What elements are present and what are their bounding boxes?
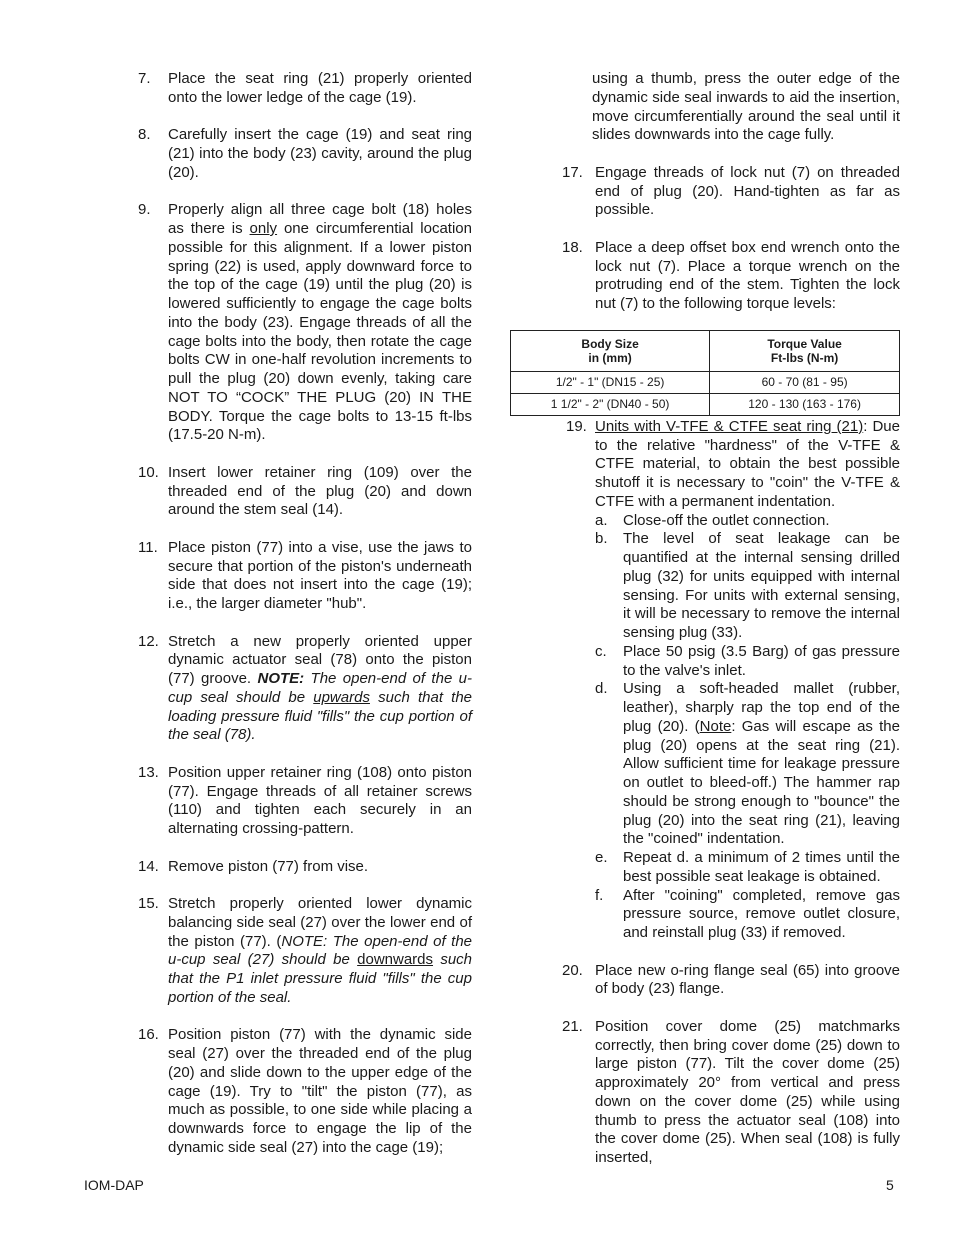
left-column xyxy=(138,70,472,1176)
step-number: 13. xyxy=(138,763,159,781)
step-17 xyxy=(510,164,900,220)
step-18 xyxy=(510,239,900,314)
table-cell: 60 - 70 (81 - 95) xyxy=(710,371,900,393)
table-row xyxy=(511,393,900,415)
step-text-cont: one circumferential location possible for this alignment. If a lower piston spring (22) is used, apply downward force to the top of the cage (19) until the plug (20) is lowered sufficiently to engage the cage bolts into the body (23). Engage threads of all the cage bolts into the body, then rotate the cage bolts CW in one-half revolution increments to pull the plug (20) down evenly, taking care NOT TO “COCK” THE PLUG (20) IN THE BODY. Torque the cage bolts to 13-15 ft-lbs (17.5-20 N-m). xyxy=(168,220,472,444)
step-13 xyxy=(138,764,472,839)
step-number: 20. xyxy=(562,961,583,979)
note-text: NOTE: The open-end of the u-cup seal (27) should be xyxy=(168,932,473,969)
step-16-continuation: using a thumb, press the outer edge of the dynamic side seal inwards to aid the insertion, move circumferentially around the seal until it slides downwards into the cage fully. xyxy=(592,70,900,144)
step-text: Engage threads of lock nut (7) on threaded end of plug (20). Hand-tighten as far as possible. xyxy=(595,163,900,219)
step-heading-underline: Units with V-TFE & CTFE seat ring (21) xyxy=(595,417,864,435)
step-8 xyxy=(138,126,472,182)
step-text: Position upper retainer ring (108) onto piston (77). Engage threads of all retainer screws (110) and tighten each securely in an alternating crossing-pattern. xyxy=(168,763,472,837)
step-number: 16. xyxy=(138,1026,159,1044)
step-text: : Due to the relative "hardness" of the V-TFE & CTFE material, to obtain the best possible shutoff it is necessary to "coin" the V-TFE & CTFE with a permanent indentation. xyxy=(595,417,900,510)
right-column xyxy=(510,70,900,1187)
step-text: Position cover dome (25) matchmarks correctly, then bring cover dome (25) down to large piston (77). Tilt the cover dome (25) approximately 20° from vertical and press down on the cover dome (25) while using thumb to press the actuator seal (108) into the cover dome (25). When seal (108) is fully inserted, xyxy=(595,1017,900,1166)
step-number: 9. xyxy=(138,201,151,219)
table-cell: 1 1/2" - 2" (DN40 - 50) xyxy=(511,393,710,415)
note-text: The open-end of the u-cup seal should be xyxy=(168,670,473,706)
step-11 xyxy=(138,539,472,614)
note-text-cont: such that the P1 inlet pressure fluid "fills" the cup portion of the seal. xyxy=(168,951,473,1006)
step-16 xyxy=(138,1026,472,1157)
step-text: Place a deep offset box end wrench onto the lock nut (7). Place a torque wrench on the protruding end of the stem. Tighten the lock nut (7) to the following torque levels: xyxy=(595,238,900,312)
step-number: 8. xyxy=(138,126,151,144)
step-text: Place new o-ring flange seal (65) into groove of body (23) flange. xyxy=(595,961,900,998)
step-7 xyxy=(138,70,472,108)
step-text: Stretch a new properly oriented upper dynamic actuator seal (78) onto the piston (77) groove. xyxy=(168,632,472,687)
step-9 xyxy=(138,201,472,445)
step-12 xyxy=(138,633,472,746)
header-torque-value: Torque Value Ft-lbs (N-m) xyxy=(710,330,900,371)
note-text-cont: such that the loading pressure fluid "fills" the cup portion of the seal (78). xyxy=(168,688,472,744)
substep-c: c. Place 50 psig (3.5 Barg) of gas pressure to the valve's inlet. xyxy=(595,642,900,679)
substep-e: e. Repeat d. a minimum of 2 times until the best possible seat leakage is obtained. xyxy=(595,849,900,885)
substep-f: f. After "coining" completed, remove gas pressure source, remove outlet closure, and reinstall plug (33) if removed. xyxy=(595,886,900,941)
step-text: Place the seat ring (21) properly oriented onto the lower ledge of the cage (19). xyxy=(168,70,472,106)
table-row xyxy=(511,371,900,393)
emphasis-underline: only xyxy=(249,220,278,237)
step-number: 18. xyxy=(562,238,583,256)
step-number: 19. xyxy=(566,417,587,435)
step-number: 21. xyxy=(562,1017,583,1035)
torque-table xyxy=(510,330,900,416)
step-19 xyxy=(510,418,900,943)
step-15 xyxy=(138,895,472,1008)
step-text: Insert lower retainer ring (109) over the threaded end of the plug (20) and down around the stem seal (14). xyxy=(168,463,472,519)
footer-doc-id: IOM-DAP xyxy=(84,1177,144,1193)
step-text: Stretch properly oriented lower dynamic balancing side seal (27) over the lower end of the piston (77). ( xyxy=(168,895,472,950)
step-text: Properly align all three cage bolt (18) holes as there is xyxy=(168,201,472,237)
substep-a: a. Close-off the outlet connection. xyxy=(595,511,830,529)
step-number: 10. xyxy=(138,463,159,481)
substep-b: b. The level of seat leakage can be quantified at the internal sensing drilled plug (32) for units equipped with internal sensing. For units with external sensing, it will be necessary to remove the internal sensing plug (33). xyxy=(595,530,900,641)
step-text: Remove piston (77) from vise. xyxy=(168,857,369,875)
step-10 xyxy=(138,464,472,520)
emphasis-underline: downwards xyxy=(357,951,434,969)
note-label: NOTE: xyxy=(257,670,305,687)
step-text: Carefully insert the cage (19) and seat ring (21) into the body (23) cavity, around the plug (20). xyxy=(168,126,472,181)
step-14 xyxy=(138,858,472,877)
step-number: 17. xyxy=(562,163,583,181)
footer-page-number: 5 xyxy=(886,1177,894,1193)
substep-d: d. Using a soft-headed mallet (rubber, leather), sharply rap the top end of the plug (20). (Note: Gas will escape as the plug (20) opens at the seat ring (21). Allow sufficient time for leakage pressure on outlet to bleed-off.) The hammer rap should be strong enough to "bounce" the plug (20) into the seat ring (21), leaving the "coined" indentation. xyxy=(595,680,900,848)
step-number: 11. xyxy=(138,538,158,556)
step-number: 14. xyxy=(138,857,159,875)
step-text: Position piston (77) with the dynamic side seal (27) over the threaded end of the plug (20) and slide down to the upper edge of the cage (19). Try to "tilt" the piston (77), as much as possible, to one side while placing a downwards force to engage the lip of the dynamic side seal (27) into the cage (19); xyxy=(168,1026,472,1156)
step-20 xyxy=(510,962,900,1000)
step-number: 12. xyxy=(138,632,159,650)
header-body-size: Body Size in (mm) xyxy=(511,330,710,371)
step-number: 15. xyxy=(138,895,159,912)
step-number: 7. xyxy=(138,70,151,87)
table-header-row xyxy=(511,330,900,371)
emphasis-underline: upwards xyxy=(313,688,370,706)
table-cell: 1/2" - 1" (DN15 - 25) xyxy=(511,371,710,393)
table-cell: 120 - 130 (163 - 176) xyxy=(710,393,900,415)
step-21 xyxy=(510,1018,900,1168)
step-text: Place piston (77) into a vise, use the jaws to secure that portion of the piston's underneath side that does not insert into the cage (19); i.e., the larger diameter "hub". xyxy=(168,538,472,612)
